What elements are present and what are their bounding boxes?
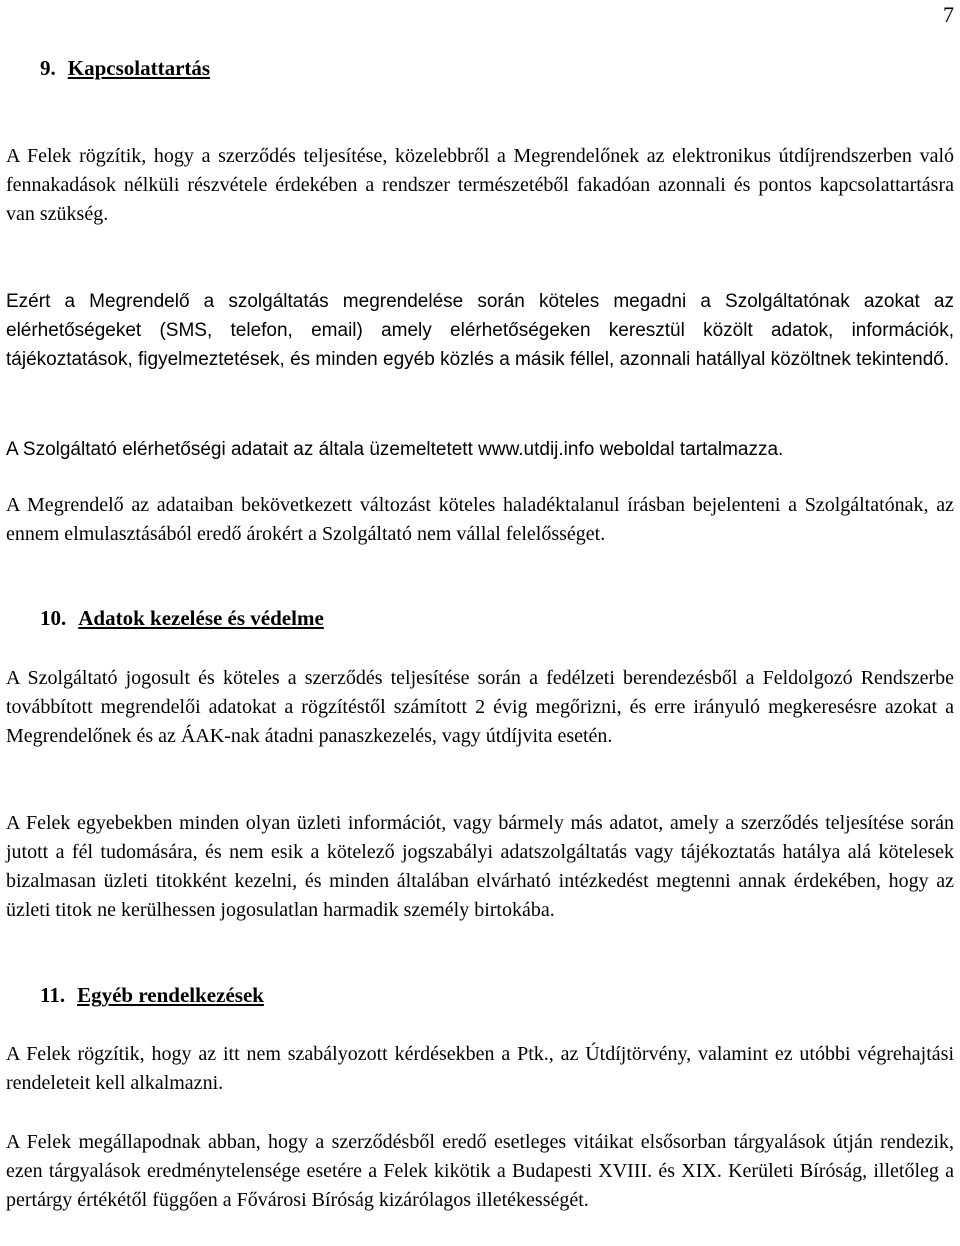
paragraph: A Megrendelő az adataiban bekövetkezett változást köteles haladéktalanul írásban bejelenteni a Szolgáltatónak, az ennem elmulasztásából eredő árokért a Szolgáltató nem vállal felelősséget.: [6, 494, 954, 545]
paragraph: A Felek egyebekben minden olyan üzleti információt, vagy bármely más adatot, amely a szerződés teljesítése során jutott a fél tudomására, és nem esik a kötelező jogszabályi adatszolgáltatás vagy tájékoztatás hatálya alá kötelesek bizalmasan üzleti titokként kezelni, és minden általában elvárható intézkedést megtenni annak érdekében, hogy az üzleti titok ne kerülhessen jogosulatlan harmadik személy birtokába.: [6, 812, 954, 921]
section-title: Egyéb rendelkezések: [77, 983, 264, 1007]
page-number: 7: [943, 2, 954, 27]
section-heading-10: [40, 606, 324, 631]
section-number: 10.: [40, 606, 67, 630]
section-number: 11.: [40, 983, 66, 1007]
paragraph: A Felek megállapodnak abban, hogy a szerződésből eredő esetleges vitáikat elsősorban tárgyalások útján rendezik, ezen tárgyalások eredménytelensége esetére a Felek kikötik a Budapesti XVIII. és XIX. Kerületi Bíróság, illetőleg a pertárgy értékétől függően a Fővárosi Bíróság kizárólagos illetékességét.: [6, 1131, 954, 1211]
section-heading-11: [40, 983, 264, 1008]
section-title: Kapcsolattartás: [67, 56, 211, 80]
section-title: Adatok kezelése és védelme: [78, 606, 324, 630]
paragraph: A Szolgáltató jogosult és köteles a szerződés teljesítése során a fedélzeti berendezésből a Feldolgozó Rendszerbe továbbított megrendelői adatokat a rögzítéstől számított 2 évig megőrizni, és erre irányuló megkeresésre azokat a Megrendelőnek és az ÁAK-nak átadni panaszkezelés, vagy útdíjvita esetén.: [6, 667, 954, 747]
section-number: 9.: [40, 56, 56, 80]
paragraph: A Felek rögzítik, hogy a szerződés teljesítése, közelebbről a Megrendelőnek az elektronikus útdíjrendszerben való fennakadások nélküli részvétele érdekében a rendszer természetéből fakadóan azonnali és pontos kapcsolattartásra van szükség.: [6, 145, 954, 225]
paragraph: Ezért a Megrendelő a szolgáltatás megrendelése során köteles megadni a Szolgáltatónak azokat az elérhetőségeket (SMS, telefon, email) amely elérhetőségeken keresztül közölt adatok, információk, tájékoztatások, figyelmeztetések, és minden egyéb közlés a másik féllel, azonnali hatállyal közöltnek tekintendő.: [6, 291, 954, 370]
paragraph: A Felek rögzítik, hogy az itt nem szabályozott kérdésekben a Ptk., az Útdíjtörvény, valamint ez utóbbi végrehajtási rendeleteit kell alkalmazni.: [6, 1043, 954, 1094]
section-heading-9: [40, 56, 210, 81]
paragraph: A Szolgáltató elérhetőségi adatait az általa üzemeltetett www.utdij.info weboldal tartalmazza.: [6, 439, 784, 460]
